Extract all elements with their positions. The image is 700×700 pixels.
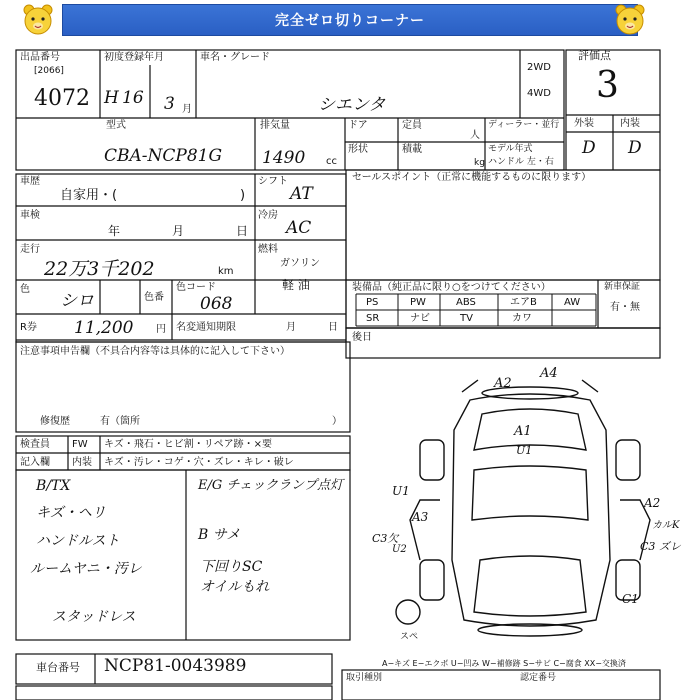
model-name: シエンタ (318, 95, 386, 115)
load-unit: kg (474, 158, 485, 168)
color-code-label: 色コード (176, 282, 216, 293)
first-reg-year: 16 (122, 88, 144, 108)
fw-items: キズ・飛石・ヒビ割・リペア跡・×要 (104, 439, 272, 450)
equipment-abs: ABS (456, 297, 476, 308)
note-left-5: スタッドレス (52, 609, 136, 625)
first-reg-era: H (104, 88, 119, 108)
tax-month: 月 (286, 322, 296, 333)
repair-value: 有（箇所 (100, 416, 140, 427)
note-right-2: B サメ (198, 527, 241, 543)
equipment-ps: PS (366, 297, 379, 308)
displacement-unit: cc (326, 156, 337, 167)
note-right-4: オイルもれ (200, 579, 270, 595)
model-year-label: モデル年式 (488, 144, 533, 154)
equipment-label: 装備品（純正品に限り○をつけてください） (352, 282, 551, 293)
fuel-label: 燃料 (258, 244, 278, 255)
mileage-unit: km (218, 266, 234, 277)
displacement-value: 1490 (262, 148, 306, 168)
interior-label: 内装 (620, 118, 640, 129)
note-left-2: キズ・ヘリ (36, 505, 106, 521)
color-value: シロ (60, 291, 94, 311)
chassis-label: 車台番号 (36, 661, 80, 674)
aircon-label: 冷房 (258, 210, 278, 221)
type-label: 型式 (106, 120, 126, 131)
color-label: 色 (20, 284, 30, 295)
capacity-unit: 人 (470, 130, 480, 141)
capacity-label: 定員 (402, 120, 422, 131)
score-value: 3 (596, 65, 619, 106)
usage-value: 自家用・( (60, 188, 118, 203)
after-label: 後日 (352, 332, 372, 343)
new-car-warranty-label: 新車保証 (604, 282, 641, 292)
aircon-value: AC (286, 218, 312, 238)
mark-c3-left: C3欠 (372, 532, 399, 545)
shift-value: AT (290, 184, 313, 204)
note-left-1: B/TX (36, 478, 71, 494)
banner-title: 完全ゼロ切りコーナー (62, 4, 638, 36)
tax-day: 日 (328, 322, 338, 333)
damage-legend: A−キズ E−エクボ U−凹み W−補修跡 S−サビ C−腐食 XX−交換済 (382, 659, 626, 668)
recycle-label: R券 (20, 322, 37, 333)
month-unit: 月 (182, 104, 192, 115)
interior-items-label: 内装 (72, 457, 92, 468)
inspection-month: 月 (172, 224, 185, 238)
equipment-navi: ナビ (410, 313, 430, 324)
mark-spare: スペ (400, 632, 419, 642)
lot-label: 出品番号 (20, 52, 60, 63)
mark-a3: A3 (412, 510, 429, 524)
equipment-aw: AW (564, 297, 581, 308)
shape-label: 形状 (348, 144, 368, 155)
mark-u1-center: U1 (516, 444, 533, 457)
mark-a2-top: A2 (494, 376, 512, 391)
sales-label: セールスポイント（正常に機能するものに限ります） (352, 172, 592, 183)
mark-a1: A1 (514, 424, 532, 439)
note-left-3: ハンドルスト (36, 533, 120, 549)
fuel-diesel: 軽 油 (282, 278, 310, 292)
exterior-grade: D (582, 138, 596, 158)
drive-2wd: 2WD (527, 62, 551, 73)
equipment-pw: PW (410, 297, 426, 308)
dealer-label: ディーラー・並行 (488, 120, 560, 130)
fw-label: FW (72, 439, 88, 450)
mark-c3-right: C3 ズレ (640, 540, 681, 553)
recycle-unit: 円 (156, 324, 166, 335)
mark-a2-right: A2 (644, 496, 661, 510)
first-reg-month: 3 (164, 94, 175, 114)
recycle-value: 11,200 (74, 318, 134, 338)
type-value: CBA-NCP81G (104, 146, 223, 166)
equipment-airbag: エアB (510, 297, 537, 308)
mark-u1-left: U1 (392, 484, 410, 498)
interior-items: キズ・汚レ・コゲ・穴・ズレ・キレ・破レ (104, 457, 294, 468)
inspector-label: 検査員 (20, 439, 50, 450)
new-car-warranty-value: 有・無 (610, 302, 640, 313)
note-right-1: E/G チェックランプ点灯 (198, 478, 343, 493)
inspection-label: 車検 (20, 210, 40, 221)
interior-grade: D (628, 138, 642, 158)
color-code-value: 068 (200, 294, 233, 314)
car-diagram (396, 380, 650, 636)
mark-kaki: カルK (652, 520, 680, 531)
score-label: 評価点 (578, 49, 611, 62)
entry-label: 記入欄 (20, 457, 50, 468)
usage-label: 車歴 (20, 176, 40, 187)
drive-4wd: 4WD (527, 88, 551, 99)
mileage-value: 22万3千202 (44, 258, 155, 280)
shift-label: シフト (258, 176, 288, 187)
usage-close: ) (240, 188, 246, 203)
doors-label: ドア (348, 120, 368, 131)
lot-number: 4072 (34, 86, 90, 111)
lot-sub: [2066] (34, 66, 64, 76)
bottom-label-1: 取引種別 (346, 673, 383, 683)
mark-u2: U2 (392, 544, 407, 555)
note-right-3: 下回りSC (200, 559, 263, 575)
equipment-leather: カワ (512, 313, 532, 324)
mark-c1: C1 (622, 592, 639, 606)
repair-label: 修復歴 (40, 416, 70, 427)
inspection-day: 日 (236, 224, 249, 238)
notes-label: 注意事項申告欄（不具合内容等は具体的に記入して下さい） (20, 346, 290, 357)
exterior-label: 外装 (574, 118, 594, 129)
equipment-sr: SR (366, 313, 380, 324)
chassis-value: NCP81-0043989 (104, 656, 247, 676)
handle-label: ハンドル 左・右 (488, 157, 554, 167)
fuel-gasoline: ガソリン (280, 258, 320, 269)
model-name-label: 車名・グレード (200, 52, 270, 63)
inspection-year: 年 (108, 224, 121, 238)
load-label: 積載 (402, 144, 422, 155)
equipment-tv: TV (460, 313, 473, 324)
displacement-label: 排気量 (260, 120, 290, 131)
bottom-label-2: 認定番号 (520, 673, 557, 683)
first-reg-label: 初度登録年月 (104, 52, 164, 63)
mark-a4: A4 (540, 366, 558, 381)
tax-notice-label: 名変通知期限 (176, 322, 236, 333)
note-left-4: ルームヤニ・汚レ (30, 561, 142, 577)
mileage-label: 走行 (20, 244, 40, 255)
repair-close: ） (332, 416, 342, 427)
color-no-label: 色番 (144, 292, 164, 303)
